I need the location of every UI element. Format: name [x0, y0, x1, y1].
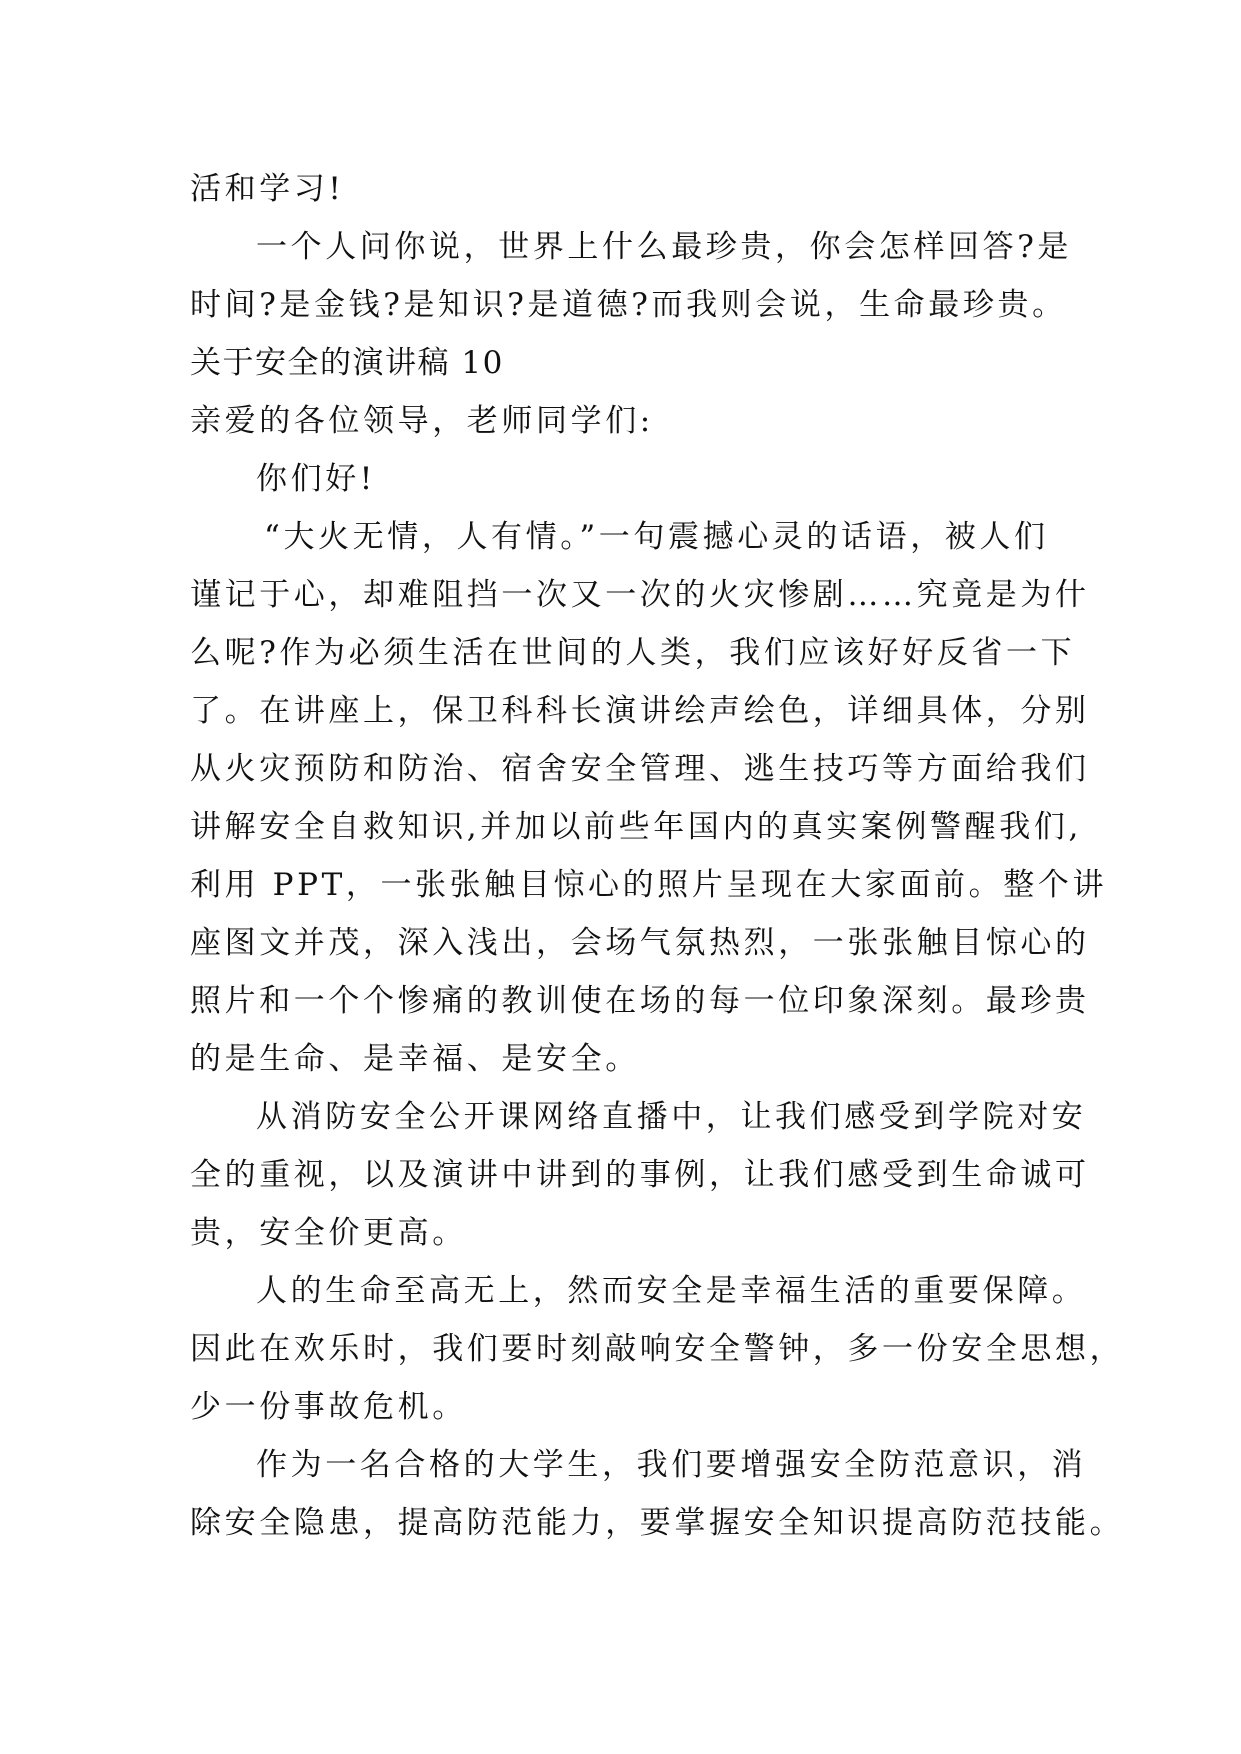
paragraph-start: 从消防安全公开课网络直播中，让我们感受到学院对安 [256, 1099, 1087, 1135]
paragraph-start: 作为一名合格的大学生，我们要增强安全防范意识，消 [256, 1447, 1087, 1483]
text-line: 除安全隐患，提高防范能力，要掌握安全知识提高防范技能。 [190, 1505, 1125, 1541]
document-body [190, 160, 1125, 1552]
text-line: 照片和一个个惨痛的教训使在场的每一位印象深刻。最珍贵 [190, 983, 1090, 1019]
text-line: 了。在讲座上，保卫科科长演讲绘声绘色，详细具体，分别 [190, 693, 1090, 729]
speech-title: 关于安全的演讲稿 10 [190, 345, 504, 381]
text-line: 的是生命、是幸福、是安全。 [190, 1041, 640, 1077]
text-line: 贵，安全价更高。 [190, 1215, 467, 1251]
paragraph-start: 一个人问你说，世界上什么最珍贵，你会怎样回答?是 [256, 229, 1073, 265]
text-line: 么呢?作为必须生活在世间的人类，我们应该好好反省一下 [190, 635, 1076, 671]
text-line: 谨记于心，却难阻挡一次又一次的火灾惨剧……究竟是为什 [190, 577, 1090, 613]
text-line: 少一份事故危机。 [190, 1389, 467, 1425]
text-line: 活和学习! [190, 171, 345, 207]
text-line: 时间?是金钱?是知识?是道德?而我则会说，生命最珍贵。 [190, 287, 1067, 323]
text-line: 全的重视，以及演讲中讲到的事例，让我们感受到生命诚可 [190, 1157, 1090, 1193]
text-line: 因此在欢乐时，我们要时刻敲响安全警钟，多一份安全思想， [190, 1331, 1125, 1367]
text-line: 利用 PPT，一张张触目惊心的照片呈现在大家面前。整个讲 [190, 867, 1108, 903]
salutation: 亲爱的各位领导，老师同学们: [190, 403, 654, 439]
paragraph-start: “大火无情，人有情。”一句震撼心灵的话语，被人们 [264, 519, 1049, 555]
text-line: 座图文并茂，深入浅出，会场气氛热烈，一张张触目惊心的 [190, 925, 1090, 961]
paragraph-start: 人的生命至高无上，然而安全是幸福生活的重要保障。 [256, 1273, 1087, 1309]
text-line: 讲解安全自救知识,并加以前些年国内的真实案例警醒我们, [190, 809, 1082, 845]
greeting: 你们好! [256, 461, 376, 497]
text-line: 从火灾预防和防治、宿舍安全管理、逃生技巧等方面给我们 [190, 751, 1090, 787]
